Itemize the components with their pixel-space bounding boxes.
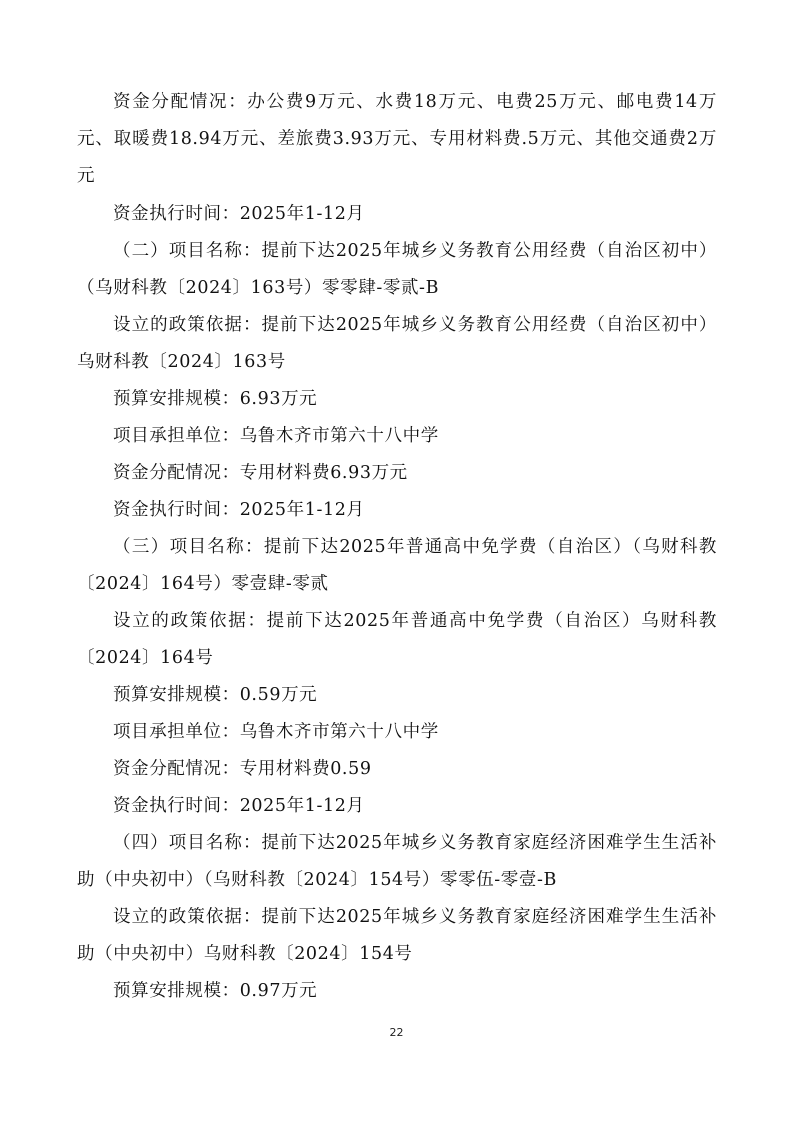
paragraph-policy-basis-4: 设立的政策依据：提前下达2025年城乡义务教育家庭经济困难学生生活补助（中央初中）乌财科教〔2024〕154号 [77, 907, 717, 964]
paragraph-policy-basis-3: 设立的政策依据：提前下达2025年普通高中免学费（自治区）乌财科教〔2024〕164号 [77, 611, 717, 668]
paragraph-project-name-3: （三）项目名称：提前下达2025年普通高中免学费（自治区）（乌财科教〔2024〕164号）零壹肆-零贰 [77, 537, 717, 594]
page-number: 22 [389, 1026, 404, 1039]
paragraph-project-name-4: （四）项目名称：提前下达2025年城乡义务教育家庭经济困难学生生活补助（中央初中）（乌财科教〔2024〕154号）零零伍-零壹-B [77, 833, 717, 890]
paragraph-fund-allocation-3: 资金分配情况：专用材料费0.59 [113, 759, 372, 779]
paragraph-budget-scale-4: 预算安排规模：0.97万元 [113, 981, 318, 1001]
paragraph-fund-allocation-1: 资金分配情况：办公费9万元、水费18万元、电费25万元、邮电费14万元、取暖费18.94万元、差旅费3.93万元、专用材料费.5万元、其他交通费2万元 [77, 92, 717, 186]
paragraph-budget-scale-2: 预算安排规模：6.93万元 [113, 389, 318, 409]
paragraph-execution-time-3: 资金执行时间：2025年1-12月 [113, 796, 365, 816]
paragraph-undertaking-unit-2: 项目承担单位：乌鲁木齐市第六十八中学 [113, 426, 439, 446]
paragraph-execution-time-1: 资金执行时间：2025年1-12月 [113, 204, 365, 224]
paragraph-undertaking-unit-3: 项目承担单位：乌鲁木齐市第六十八中学 [113, 722, 439, 742]
paragraph-budget-scale-3: 预算安排规模：0.59万元 [113, 685, 318, 705]
paragraph-execution-time-2: 资金执行时间：2025年1-12月 [113, 500, 365, 520]
paragraph-project-name-2: （二）项目名称：提前下达2025年城乡义务教育公用经费（自治区初中）（乌财科教〔2024〕163号）零零肆-零贰-B [77, 241, 717, 298]
paragraph-fund-allocation-2: 资金分配情况：专用材料费6.93万元 [113, 463, 408, 483]
paragraph-policy-basis-2: 设立的政策依据：提前下达2025年城乡义务教育公用经费（自治区初中）乌财科教〔2024〕163号 [77, 315, 717, 372]
